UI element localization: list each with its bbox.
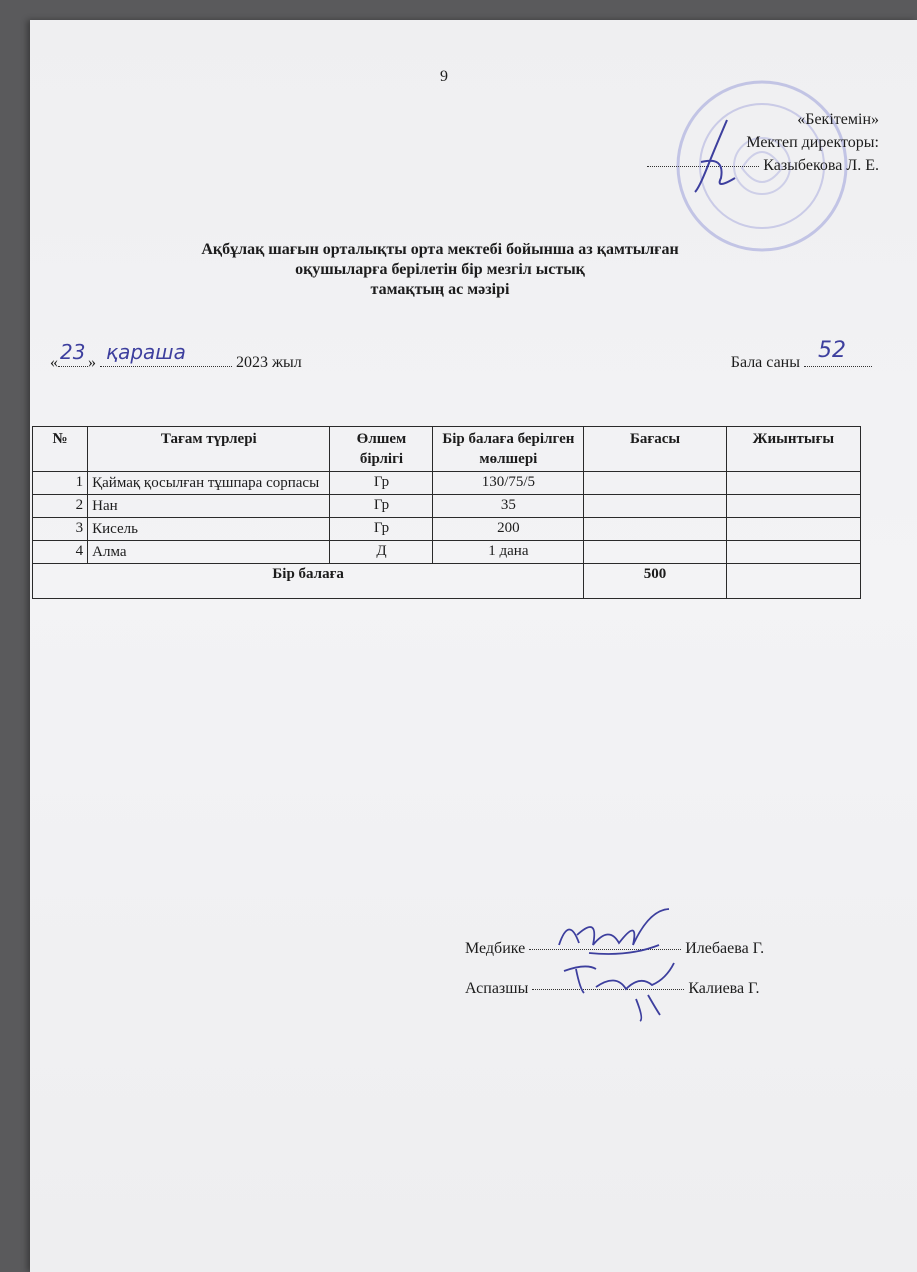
row-unit: Гр <box>330 518 433 541</box>
nurse-signature <box>529 949 681 950</box>
header-num: № <box>33 427 88 472</box>
nurse-signature-line <box>465 940 764 958</box>
date-line <box>50 340 302 372</box>
row-total <box>726 541 860 564</box>
date-close-quote: » <box>88 354 96 371</box>
row-qty: 35 <box>433 495 584 518</box>
date-year: 2023 жыл <box>236 354 302 371</box>
row-name: Алма <box>88 541 330 564</box>
row-total <box>726 495 860 518</box>
title-line-2: оқушыларға берілетін бір мезгіл ыстық <box>295 261 585 278</box>
row-name: Кисель <box>88 518 330 541</box>
approval-heading: «Бекітемін» <box>797 111 879 128</box>
table-header-row <box>33 427 861 472</box>
header-unit: Өлшем бірлігі <box>330 427 433 472</box>
table-row <box>33 518 861 541</box>
director-signature <box>647 166 759 167</box>
row-name: Қаймақ қосылған тұшпара сорпасы <box>88 472 330 495</box>
row-num: 3 <box>33 518 88 541</box>
director-name: Казыбекова Л. Е. <box>763 157 879 174</box>
children-count-field <box>804 338 872 367</box>
menu-table <box>32 426 861 599</box>
row-qty: 200 <box>433 518 584 541</box>
children-count-value: 52 <box>818 338 846 363</box>
row-unit: Гр <box>330 472 433 495</box>
row-unit: Д <box>330 541 433 564</box>
header-name: Тағам түрлері <box>88 427 330 472</box>
row-price <box>584 541 727 564</box>
row-price <box>584 495 727 518</box>
table-row <box>33 495 861 518</box>
date-month: қараша <box>106 340 186 364</box>
table-row <box>33 541 861 564</box>
row-num: 2 <box>33 495 88 518</box>
cook-name: Калиева Г. <box>688 980 760 997</box>
nurse-name: Илебаева Г. <box>685 940 765 957</box>
date-month-field <box>100 340 232 367</box>
approval-position: Мектеп директоры: <box>746 134 879 151</box>
row-price <box>584 472 727 495</box>
approval-signature-line <box>647 154 879 177</box>
document-title <box>100 240 780 300</box>
title-line-1: Ақбұлақ шағын орталықты орта мектебі бойынша аз қамтылған <box>201 241 679 258</box>
cook-signature <box>532 989 684 990</box>
title-line-3: тамақтың ас мәзірі <box>370 281 510 298</box>
footer-total <box>726 564 860 599</box>
nurse-role: Медбике <box>465 940 526 957</box>
row-qty: 1 дана <box>433 541 584 564</box>
row-qty: 130/75/5 <box>433 472 584 495</box>
date-open-quote: « <box>50 354 58 371</box>
row-unit: Гр <box>330 495 433 518</box>
row-total <box>726 518 860 541</box>
row-num: 4 <box>33 541 88 564</box>
nurse-signature-mark <box>549 905 679 965</box>
director-signature-mark <box>685 118 745 196</box>
footer-label: Бір балаға <box>33 564 584 599</box>
children-count-label: Бала саны <box>730 354 800 371</box>
row-name: Нан <box>88 495 330 518</box>
date-day: 23 <box>60 340 86 364</box>
row-total <box>726 472 860 495</box>
date-day-field <box>58 340 88 367</box>
footer-price: 500 <box>584 564 727 599</box>
approval-block <box>647 108 879 177</box>
header-qty: Бір балаға берілген мөлшері <box>433 427 584 472</box>
header-price: Бағасы <box>584 427 727 472</box>
page-number: 9 <box>440 68 448 85</box>
children-count-line <box>730 338 872 372</box>
row-num: 1 <box>33 472 88 495</box>
cook-signature-line <box>465 980 760 998</box>
cook-signature-mark <box>556 959 686 1023</box>
table-footer-row <box>33 564 861 599</box>
cook-role: Аспазшы <box>465 980 529 997</box>
row-price <box>584 518 727 541</box>
table-row <box>33 472 861 495</box>
header-total: Жиынтығы <box>726 427 860 472</box>
